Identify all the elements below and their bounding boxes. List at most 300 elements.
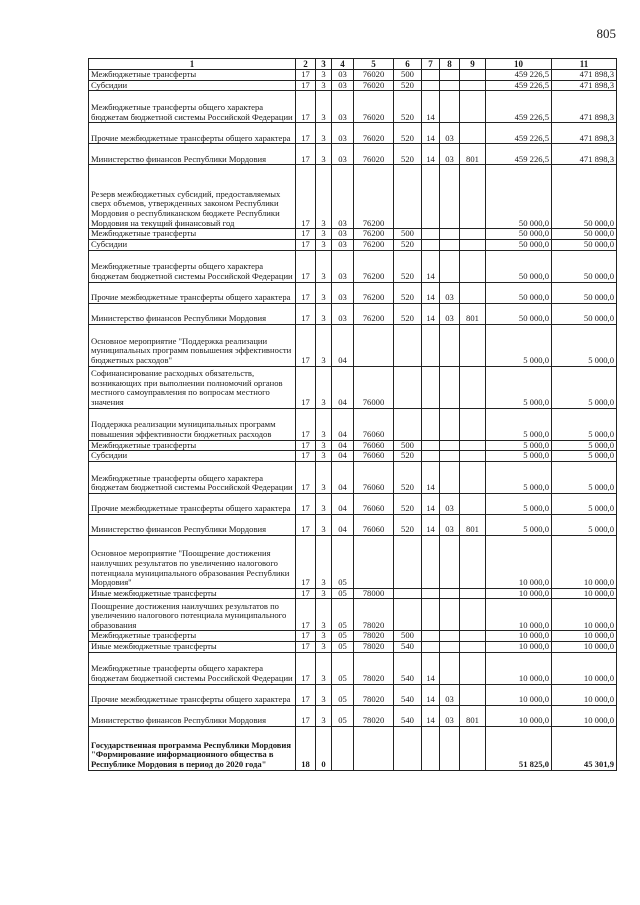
table-row bbox=[89, 631, 617, 642]
code-cell bbox=[460, 588, 486, 599]
code-cell: 76060 bbox=[354, 408, 394, 440]
code-cell: 03 bbox=[440, 684, 460, 705]
code-cell bbox=[460, 440, 486, 451]
code-cell: 520 bbox=[394, 493, 422, 514]
code-cell bbox=[422, 631, 440, 642]
row-name-cell: Поддержка реализации муниципальных программ повышения эффективности бюджетных расходов bbox=[89, 408, 296, 440]
code-cell bbox=[460, 324, 486, 366]
row-name-cell: Межбюджетные трансферты общего характера бюджетам бюджетной системы Российской Федерации bbox=[89, 652, 296, 684]
code-cell: 17 bbox=[296, 514, 316, 535]
code-cell: 17 bbox=[296, 599, 316, 631]
column-header: 11 bbox=[552, 59, 617, 70]
code-cell bbox=[460, 642, 486, 653]
code-cell: 14 bbox=[422, 652, 440, 684]
code-cell: 14 bbox=[422, 514, 440, 535]
code-cell: 3 bbox=[316, 229, 332, 240]
page-number: 805 bbox=[596, 26, 616, 41]
code-cell bbox=[422, 440, 440, 451]
code-cell: 14 bbox=[422, 493, 440, 514]
row-name-cell: Основное мероприятие "Поддержка реализации муниципальных программ повышения эффективности бюджетных расходов" bbox=[89, 324, 296, 366]
amount-cell: 459 226,5 bbox=[486, 80, 552, 91]
code-cell: 03 bbox=[332, 80, 354, 91]
code-cell: 520 bbox=[394, 123, 422, 144]
code-cell bbox=[440, 642, 460, 653]
code-cell bbox=[440, 461, 460, 493]
code-cell: 540 bbox=[394, 652, 422, 684]
amount-cell: 50 000,0 bbox=[552, 303, 617, 324]
code-cell bbox=[460, 250, 486, 282]
column-header: 6 bbox=[394, 59, 422, 70]
code-cell: 03 bbox=[440, 144, 460, 165]
code-cell: 03 bbox=[440, 282, 460, 303]
code-cell: 05 bbox=[332, 588, 354, 599]
amount-cell: 10 000,0 bbox=[552, 631, 617, 642]
table-row bbox=[89, 282, 617, 303]
code-cell: 03 bbox=[332, 250, 354, 282]
code-cell: 3 bbox=[316, 123, 332, 144]
code-cell: 3 bbox=[316, 588, 332, 599]
code-cell: 3 bbox=[316, 303, 332, 324]
code-cell: 3 bbox=[316, 408, 332, 440]
row-name-cell: Министерство финансов Республики Мордовия bbox=[89, 514, 296, 535]
code-cell: 78020 bbox=[354, 599, 394, 631]
code-cell: 17 bbox=[296, 440, 316, 451]
code-cell: 3 bbox=[316, 250, 332, 282]
code-cell: 14 bbox=[422, 303, 440, 324]
code-cell: 3 bbox=[316, 461, 332, 493]
code-cell: 17 bbox=[296, 642, 316, 653]
table-row bbox=[89, 165, 617, 229]
table-row bbox=[89, 451, 617, 462]
code-cell: 76000 bbox=[354, 366, 394, 408]
amount-cell: 5 000,0 bbox=[552, 324, 617, 366]
code-cell: 17 bbox=[296, 144, 316, 165]
code-cell: 17 bbox=[296, 324, 316, 366]
code-cell bbox=[422, 366, 440, 408]
table-row bbox=[89, 408, 617, 440]
column-header: 5 bbox=[354, 59, 394, 70]
code-cell: 03 bbox=[332, 91, 354, 123]
code-cell: 801 bbox=[460, 303, 486, 324]
column-header: 7 bbox=[422, 59, 440, 70]
code-cell: 520 bbox=[394, 282, 422, 303]
code-cell bbox=[440, 440, 460, 451]
row-name-cell: Прочие межбюджетные трансферты общего характера bbox=[89, 123, 296, 144]
code-cell: 520 bbox=[394, 451, 422, 462]
row-name-cell: Субсидии bbox=[89, 451, 296, 462]
code-cell bbox=[422, 80, 440, 91]
code-cell bbox=[460, 652, 486, 684]
code-cell: 17 bbox=[296, 70, 316, 81]
code-cell: 540 bbox=[394, 642, 422, 653]
code-cell: 3 bbox=[316, 144, 332, 165]
table-row bbox=[89, 535, 617, 588]
amount-cell: 50 000,0 bbox=[552, 229, 617, 240]
code-cell: 17 bbox=[296, 493, 316, 514]
code-cell: 76020 bbox=[354, 70, 394, 81]
row-name-cell: Государственная программа Республики Мордовия "Формирование информационного общества в Республике Мордовия в период до 2020 года" bbox=[89, 726, 296, 770]
code-cell: 3 bbox=[316, 70, 332, 81]
code-cell: 520 bbox=[394, 239, 422, 250]
code-cell: 78020 bbox=[354, 631, 394, 642]
code-cell: 17 bbox=[296, 588, 316, 599]
code-cell: 3 bbox=[316, 366, 332, 408]
code-cell: 801 bbox=[460, 705, 486, 726]
code-cell bbox=[460, 229, 486, 240]
amount-cell: 10 000,0 bbox=[486, 684, 552, 705]
code-cell: 17 bbox=[296, 366, 316, 408]
amount-cell: 5 000,0 bbox=[552, 451, 617, 462]
code-cell: 04 bbox=[332, 514, 354, 535]
amount-cell: 50 000,0 bbox=[552, 165, 617, 229]
code-cell bbox=[394, 165, 422, 229]
code-cell bbox=[460, 91, 486, 123]
amount-cell: 10 000,0 bbox=[486, 652, 552, 684]
amount-cell: 50 000,0 bbox=[486, 239, 552, 250]
code-cell: 76060 bbox=[354, 440, 394, 451]
amount-cell: 10 000,0 bbox=[552, 705, 617, 726]
code-cell bbox=[394, 588, 422, 599]
code-cell: 03 bbox=[332, 70, 354, 81]
code-cell: 14 bbox=[422, 250, 440, 282]
code-cell: 17 bbox=[296, 91, 316, 123]
amount-cell: 459 226,5 bbox=[486, 91, 552, 123]
row-name-cell: Межбюджетные трансферты общего характера бюджетам бюджетной системы Российской Федерации bbox=[89, 250, 296, 282]
code-cell bbox=[460, 535, 486, 588]
code-cell: 76200 bbox=[354, 229, 394, 240]
amount-cell: 471 898,3 bbox=[552, 91, 617, 123]
code-cell: 78020 bbox=[354, 652, 394, 684]
code-cell: 520 bbox=[394, 514, 422, 535]
column-header: 2 bbox=[296, 59, 316, 70]
code-cell bbox=[460, 726, 486, 770]
amount-cell: 471 898,3 bbox=[552, 144, 617, 165]
amount-cell: 5 000,0 bbox=[486, 324, 552, 366]
amount-cell: 10 000,0 bbox=[486, 631, 552, 642]
code-cell: 17 bbox=[296, 684, 316, 705]
code-cell: 04 bbox=[332, 366, 354, 408]
code-cell: 17 bbox=[296, 652, 316, 684]
code-cell bbox=[422, 451, 440, 462]
code-cell: 03 bbox=[332, 144, 354, 165]
code-cell bbox=[422, 165, 440, 229]
code-cell bbox=[440, 165, 460, 229]
amount-cell: 10 000,0 bbox=[552, 652, 617, 684]
table-row bbox=[89, 123, 617, 144]
amount-cell: 5 000,0 bbox=[486, 408, 552, 440]
table-row bbox=[89, 80, 617, 91]
code-cell: 17 bbox=[296, 535, 316, 588]
code-cell bbox=[440, 366, 460, 408]
code-cell: 540 bbox=[394, 705, 422, 726]
amount-cell: 5 000,0 bbox=[552, 440, 617, 451]
amount-cell: 5 000,0 bbox=[486, 366, 552, 408]
code-cell: 3 bbox=[316, 684, 332, 705]
code-cell bbox=[440, 408, 460, 440]
code-cell bbox=[422, 599, 440, 631]
row-name-cell: Межбюджетные трансферты общего характера бюджетам бюджетной системы Российской Федерации bbox=[89, 91, 296, 123]
code-cell bbox=[422, 70, 440, 81]
row-name-cell: Резерв межбюджетных субсидий, предоставляемых сверх объемов, утвержденных законом Республики Мордовия о республиканском бюджете Республики Мордовия на текущий финансовый год bbox=[89, 165, 296, 229]
amount-cell: 5 000,0 bbox=[552, 514, 617, 535]
code-cell bbox=[460, 599, 486, 631]
amount-cell: 471 898,3 bbox=[552, 80, 617, 91]
table-row bbox=[89, 705, 617, 726]
code-cell: 18 bbox=[296, 726, 316, 770]
code-cell: 76060 bbox=[354, 461, 394, 493]
amount-cell: 471 898,3 bbox=[552, 70, 617, 81]
table-row bbox=[89, 229, 617, 240]
code-cell bbox=[422, 229, 440, 240]
code-cell bbox=[460, 493, 486, 514]
column-header: 3 bbox=[316, 59, 332, 70]
row-name-cell: Межбюджетные трансферты bbox=[89, 440, 296, 451]
row-name-cell: Министерство финансов Республики Мордовия bbox=[89, 303, 296, 324]
code-cell: 04 bbox=[332, 461, 354, 493]
row-name-cell: Субсидии bbox=[89, 80, 296, 91]
column-header: 4 bbox=[332, 59, 354, 70]
code-cell bbox=[422, 408, 440, 440]
amount-cell: 50 000,0 bbox=[486, 282, 552, 303]
code-cell: 3 bbox=[316, 599, 332, 631]
amount-cell: 459 226,5 bbox=[486, 123, 552, 144]
table-row bbox=[89, 684, 617, 705]
code-cell: 76020 bbox=[354, 91, 394, 123]
code-cell: 04 bbox=[332, 324, 354, 366]
amount-cell: 10 000,0 bbox=[486, 642, 552, 653]
code-cell: 3 bbox=[316, 631, 332, 642]
code-cell: 04 bbox=[332, 493, 354, 514]
code-cell: 05 bbox=[332, 705, 354, 726]
amount-cell: 5 000,0 bbox=[552, 408, 617, 440]
code-cell bbox=[440, 451, 460, 462]
code-cell: 17 bbox=[296, 303, 316, 324]
amount-cell: 10 000,0 bbox=[486, 599, 552, 631]
code-cell: 3 bbox=[316, 493, 332, 514]
code-cell bbox=[460, 461, 486, 493]
code-cell: 17 bbox=[296, 123, 316, 144]
table-row bbox=[89, 726, 617, 770]
code-cell: 04 bbox=[332, 451, 354, 462]
row-name-cell: Иные межбюджетные трансферты bbox=[89, 642, 296, 653]
code-cell bbox=[332, 726, 354, 770]
row-name-cell: Прочие межбюджетные трансферты общего характера bbox=[89, 282, 296, 303]
code-cell: 14 bbox=[422, 705, 440, 726]
code-cell: 3 bbox=[316, 324, 332, 366]
code-cell: 520 bbox=[394, 461, 422, 493]
code-cell bbox=[440, 91, 460, 123]
amount-cell: 45 301,9 bbox=[552, 726, 617, 770]
code-cell: 78020 bbox=[354, 642, 394, 653]
table-row bbox=[89, 91, 617, 123]
row-name-cell: Межбюджетные трансферты bbox=[89, 229, 296, 240]
amount-cell: 5 000,0 bbox=[486, 451, 552, 462]
code-cell bbox=[422, 535, 440, 588]
table-row bbox=[89, 250, 617, 282]
table-row bbox=[89, 144, 617, 165]
code-cell: 03 bbox=[332, 239, 354, 250]
code-cell: 17 bbox=[296, 631, 316, 642]
code-cell bbox=[440, 631, 460, 642]
code-cell: 76200 bbox=[354, 282, 394, 303]
code-cell bbox=[422, 642, 440, 653]
code-cell: 520 bbox=[394, 144, 422, 165]
code-cell bbox=[440, 324, 460, 366]
code-cell: 05 bbox=[332, 642, 354, 653]
code-cell: 03 bbox=[332, 303, 354, 324]
code-cell: 05 bbox=[332, 652, 354, 684]
amount-cell: 50 000,0 bbox=[486, 303, 552, 324]
code-cell bbox=[394, 408, 422, 440]
code-cell bbox=[460, 80, 486, 91]
table-row bbox=[89, 599, 617, 631]
code-cell bbox=[394, 324, 422, 366]
code-cell: 17 bbox=[296, 250, 316, 282]
code-cell: 3 bbox=[316, 91, 332, 123]
budget-table bbox=[88, 58, 617, 771]
row-name-cell: Субсидии bbox=[89, 239, 296, 250]
code-cell bbox=[460, 282, 486, 303]
row-name-cell: Межбюджетные трансферты общего характера бюджетам бюджетной системы Российской Федерации bbox=[89, 461, 296, 493]
row-name-cell: Межбюджетные трансферты bbox=[89, 70, 296, 81]
amount-cell: 10 000,0 bbox=[552, 588, 617, 599]
code-cell: 0 bbox=[316, 726, 332, 770]
amount-cell: 10 000,0 bbox=[486, 535, 552, 588]
code-cell: 801 bbox=[460, 514, 486, 535]
table-row bbox=[89, 239, 617, 250]
row-name-cell: Прочие межбюджетные трансферты общего характера bbox=[89, 684, 296, 705]
code-cell bbox=[440, 250, 460, 282]
code-cell: 05 bbox=[332, 599, 354, 631]
code-cell: 78020 bbox=[354, 705, 394, 726]
code-cell bbox=[440, 535, 460, 588]
amount-cell: 471 898,3 bbox=[552, 123, 617, 144]
code-cell bbox=[440, 80, 460, 91]
code-cell: 17 bbox=[296, 461, 316, 493]
code-cell: 14 bbox=[422, 684, 440, 705]
table-body bbox=[89, 70, 617, 771]
code-cell: 03 bbox=[440, 514, 460, 535]
code-cell bbox=[460, 631, 486, 642]
code-cell: 14 bbox=[422, 282, 440, 303]
column-header: 8 bbox=[440, 59, 460, 70]
amount-cell: 50 000,0 bbox=[486, 229, 552, 240]
code-cell: 3 bbox=[316, 642, 332, 653]
code-cell: 520 bbox=[394, 250, 422, 282]
code-cell: 3 bbox=[316, 514, 332, 535]
code-cell: 801 bbox=[460, 144, 486, 165]
code-cell bbox=[440, 652, 460, 684]
code-cell bbox=[354, 324, 394, 366]
code-cell bbox=[422, 239, 440, 250]
code-cell: 500 bbox=[394, 440, 422, 451]
amount-cell: 50 000,0 bbox=[552, 282, 617, 303]
code-cell: 04 bbox=[332, 440, 354, 451]
code-cell: 76020 bbox=[354, 144, 394, 165]
code-cell: 76060 bbox=[354, 451, 394, 462]
row-name-cell: Поощрение достижения наилучших результатов по увеличению налогового потенциала муниципального образования bbox=[89, 599, 296, 631]
column-header: 1 bbox=[89, 59, 296, 70]
code-cell: 17 bbox=[296, 229, 316, 240]
column-header: 9 bbox=[460, 59, 486, 70]
code-cell bbox=[440, 229, 460, 240]
code-cell: 03 bbox=[440, 123, 460, 144]
amount-cell: 5 000,0 bbox=[486, 440, 552, 451]
code-cell bbox=[422, 726, 440, 770]
row-name-cell: Иные межбюджетные трансферты bbox=[89, 588, 296, 599]
table-header-row bbox=[89, 59, 617, 70]
amount-cell: 5 000,0 bbox=[552, 461, 617, 493]
code-cell: 3 bbox=[316, 165, 332, 229]
row-name-cell: Софинансирование расходных обязательств, возникающих при выполнении полномочий органов местного самоуправления по вопросам местного значения bbox=[89, 366, 296, 408]
code-cell: 520 bbox=[394, 80, 422, 91]
row-name-cell: Министерство финансов Республики Мордовия bbox=[89, 144, 296, 165]
code-cell: 14 bbox=[422, 461, 440, 493]
table-row bbox=[89, 493, 617, 514]
code-cell: 500 bbox=[394, 631, 422, 642]
amount-cell: 50 000,0 bbox=[486, 250, 552, 282]
code-cell: 76060 bbox=[354, 493, 394, 514]
code-cell: 05 bbox=[332, 684, 354, 705]
code-cell bbox=[440, 239, 460, 250]
code-cell: 76200 bbox=[354, 303, 394, 324]
code-cell bbox=[460, 165, 486, 229]
code-cell bbox=[460, 408, 486, 440]
code-cell: 76200 bbox=[354, 250, 394, 282]
code-cell: 04 bbox=[332, 408, 354, 440]
code-cell: 03 bbox=[332, 229, 354, 240]
table-row bbox=[89, 652, 617, 684]
amount-cell: 50 000,0 bbox=[552, 250, 617, 282]
table-row bbox=[89, 642, 617, 653]
code-cell bbox=[422, 324, 440, 366]
column-header: 10 bbox=[486, 59, 552, 70]
code-cell: 3 bbox=[316, 80, 332, 91]
code-cell: 3 bbox=[316, 652, 332, 684]
row-name-cell: Межбюджетные трансферты bbox=[89, 631, 296, 642]
code-cell: 17 bbox=[296, 165, 316, 229]
code-cell bbox=[460, 123, 486, 144]
code-cell bbox=[440, 588, 460, 599]
code-cell: 14 bbox=[422, 91, 440, 123]
code-cell bbox=[440, 70, 460, 81]
amount-cell: 50 000,0 bbox=[486, 165, 552, 229]
code-cell: 78000 bbox=[354, 588, 394, 599]
code-cell: 76200 bbox=[354, 239, 394, 250]
amount-cell: 5 000,0 bbox=[552, 366, 617, 408]
code-cell: 520 bbox=[394, 303, 422, 324]
code-cell: 76200 bbox=[354, 165, 394, 229]
code-cell bbox=[460, 366, 486, 408]
code-cell: 03 bbox=[332, 165, 354, 229]
amount-cell: 10 000,0 bbox=[486, 588, 552, 599]
code-cell: 03 bbox=[332, 282, 354, 303]
code-cell: 17 bbox=[296, 451, 316, 462]
code-cell: 17 bbox=[296, 239, 316, 250]
code-cell: 17 bbox=[296, 705, 316, 726]
table-row bbox=[89, 324, 617, 366]
amount-cell: 10 000,0 bbox=[552, 642, 617, 653]
table-row bbox=[89, 514, 617, 535]
code-cell bbox=[460, 239, 486, 250]
code-cell bbox=[440, 599, 460, 631]
code-cell: 500 bbox=[394, 229, 422, 240]
amount-cell: 5 000,0 bbox=[486, 514, 552, 535]
table-row bbox=[89, 366, 617, 408]
code-cell: 3 bbox=[316, 239, 332, 250]
code-cell: 78020 bbox=[354, 684, 394, 705]
code-cell: 05 bbox=[332, 535, 354, 588]
